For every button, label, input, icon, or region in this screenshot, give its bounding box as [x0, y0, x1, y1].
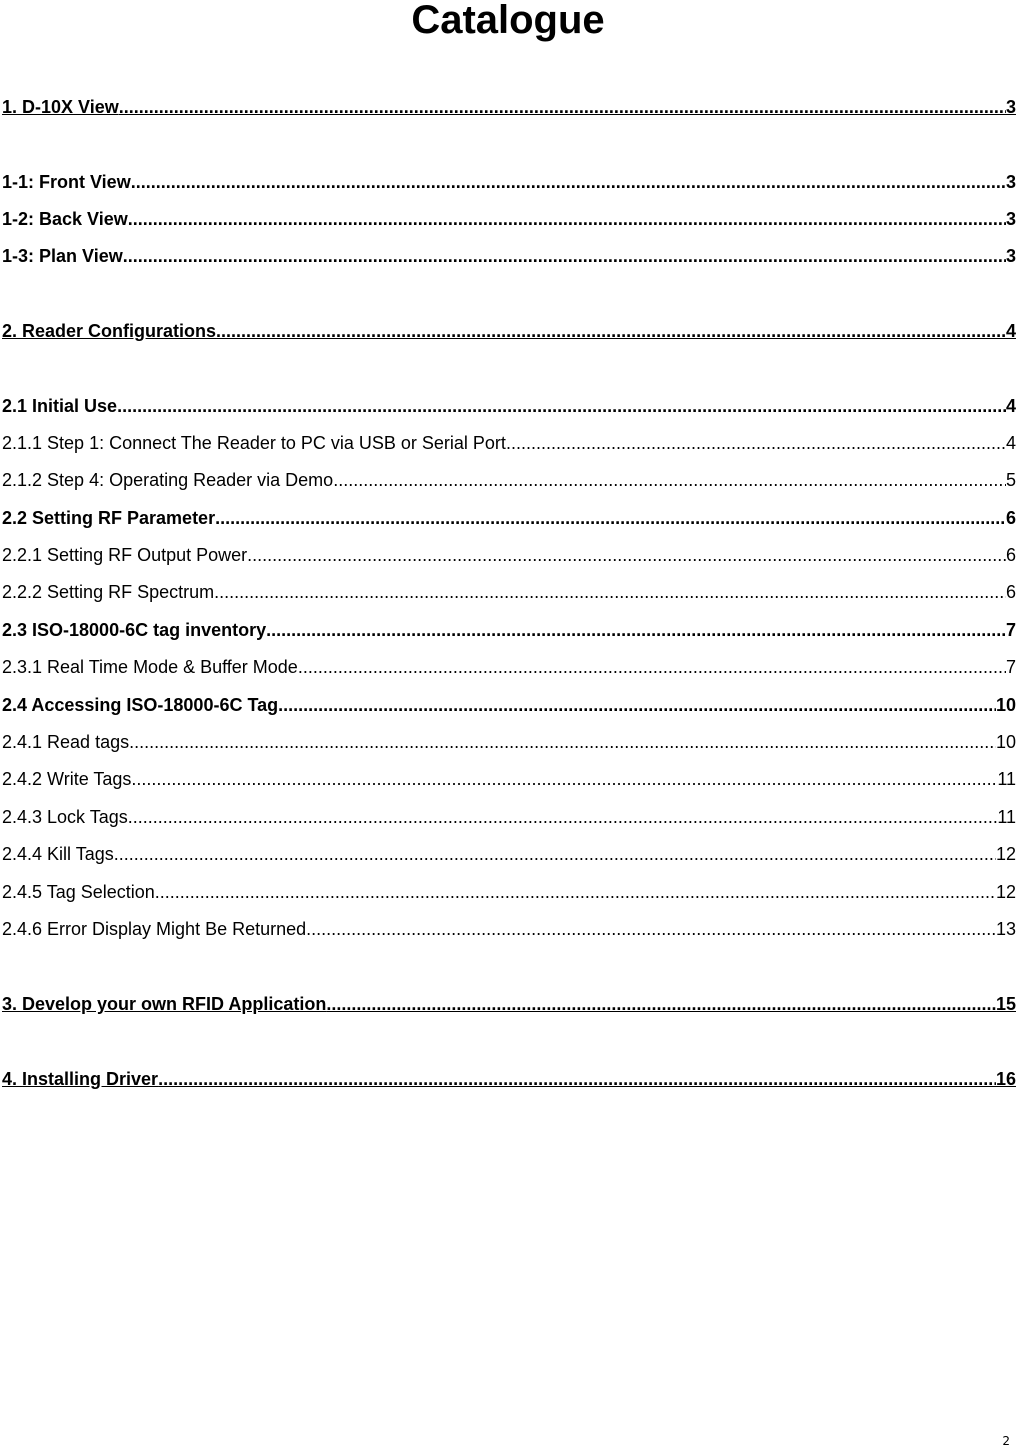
toc-entry-title: 2.4.6 Error Display Might Be Returned: [2, 919, 307, 939]
toc-leader-dots: [326, 992, 996, 1016]
toc-entry-2-1-1[interactable]: [2, 431, 1016, 455]
toc-entry-title: 4. Installing Driver: [2, 1069, 159, 1089]
toc-entry-title: 2. Reader Configurations: [2, 321, 217, 341]
toc-page-number: 6: [1005, 582, 1016, 602]
toc-entry-title: 2.2.2 Setting RF Spectrum: [2, 582, 215, 602]
toc-entry-chapter-3[interactable]: [2, 992, 1016, 1016]
toc-entry-2-4-6[interactable]: [2, 917, 1016, 941]
toc-entry-2-4[interactable]: [2, 693, 1016, 717]
toc-entry-chapter-4[interactable]: [2, 1067, 1016, 1091]
toc-leader-dots: [158, 1067, 996, 1091]
toc-entry-2-1-2[interactable]: [2, 468, 1016, 492]
toc-leader-dots: [131, 767, 997, 791]
toc-entry-1-3[interactable]: [2, 244, 1016, 268]
toc-leader-dots: [128, 207, 1006, 231]
toc-leader-dots: [298, 655, 1006, 679]
toc-entry-1-2[interactable]: [2, 207, 1016, 231]
toc-leader-dots: [215, 506, 1006, 530]
toc-leader-dots: [129, 730, 996, 754]
page-number: 2: [1002, 1434, 1010, 1448]
toc-page-number: 16: [995, 1069, 1016, 1089]
toc-page-number: 12: [995, 882, 1016, 902]
toc-entry-2-3[interactable]: [2, 618, 1016, 642]
toc-entry-2-4-1[interactable]: [2, 730, 1016, 754]
toc-entry-title: 1-2: Back View: [2, 209, 128, 229]
toc-entry-title: 2.3 ISO-18000-6C tag inventory: [2, 620, 267, 640]
toc-page-number: 4: [1005, 396, 1016, 416]
toc-entry-title: 2.1.1 Step 1: Connect The Reader to PC via USB or Serial Port: [2, 433, 506, 453]
toc-leader-dots: [247, 543, 1006, 567]
toc-entry-2-2-1[interactable]: [2, 543, 1016, 567]
toc-page-number: 5: [1005, 470, 1016, 490]
toc-leader-dots: [131, 170, 1006, 194]
toc-leader-dots: [123, 244, 1006, 268]
toc-page-number: 6: [1005, 545, 1016, 565]
toc-entry-title: 2.1 Initial Use: [2, 396, 118, 416]
toc-entry-title: 2.4.3 Lock Tags: [2, 807, 128, 827]
toc-entry-chapter-2[interactable]: [2, 319, 1016, 343]
toc-leader-dots: [278, 693, 996, 717]
toc-page-number: 10: [995, 732, 1016, 752]
toc-entry-2-2-2[interactable]: [2, 580, 1016, 604]
toc-page-number: 7: [1005, 657, 1016, 677]
toc-page-number: 3: [1005, 97, 1016, 117]
toc-entry-2-1[interactable]: [2, 394, 1016, 418]
toc-leader-dots: [128, 805, 998, 829]
toc-entry-title: 2.2.1 Setting RF Output Power: [2, 545, 248, 565]
toc-page-number: 6: [1005, 508, 1016, 528]
toc-entry-title: 2.4.5 Tag Selection: [2, 882, 155, 902]
toc-leader-dots: [306, 917, 996, 941]
toc-leader-dots: [333, 468, 1006, 492]
toc-page-number: 7: [1005, 620, 1016, 640]
toc-entry-chapter-1[interactable]: [2, 95, 1016, 119]
toc-entry-title: 2.3.1 Real Time Mode & Buffer Mode: [2, 657, 298, 677]
toc-leader-dots: [266, 618, 1006, 642]
toc-page-number: 11: [997, 807, 1016, 827]
toc-leader-dots: [119, 95, 1006, 119]
toc-entry-title: 2.4.2 Write Tags: [2, 769, 132, 789]
toc-entry-2-3-1[interactable]: [2, 655, 1016, 679]
page-title: Catalogue: [411, 0, 605, 42]
toc-page-number: 4: [1005, 433, 1016, 453]
toc-leader-dots: [214, 580, 1006, 604]
toc-page-number: 13: [995, 919, 1016, 939]
toc-entry-2-2[interactable]: [2, 506, 1016, 530]
toc-page-number: 3: [1005, 246, 1016, 266]
toc-entry-title: 2.1.2 Step 4: Operating Reader via Demo: [2, 470, 334, 490]
toc-entry-title: 1-3: Plan View: [2, 246, 123, 266]
toc-page-number: 11: [997, 769, 1016, 789]
toc-page-number: 12: [995, 844, 1016, 864]
toc-entry-title: 2.2 Setting RF Parameter: [2, 508, 216, 528]
toc-page-number: 4: [1005, 321, 1016, 341]
toc-entry-title: 2.4.4 Kill Tags: [2, 844, 114, 864]
toc-leader-dots: [155, 880, 996, 904]
toc-leader-dots: [114, 842, 996, 866]
toc-leader-dots: [506, 431, 1006, 455]
toc-page-number: 3: [1005, 209, 1016, 229]
toc-page-number: 15: [995, 994, 1016, 1014]
toc-entry-title: 3. Develop your own RFID Application: [2, 994, 327, 1014]
toc-leader-dots: [216, 319, 1006, 343]
toc-entry-title: 2.4 Accessing ISO-18000-6C Tag: [2, 695, 279, 715]
toc-entry-2-4-2[interactable]: [2, 767, 1016, 791]
toc-entry-2-4-5[interactable]: [2, 880, 1016, 904]
toc-leader-dots: [117, 394, 1006, 418]
toc-entry-2-4-4[interactable]: [2, 842, 1016, 866]
toc-page-number: 3: [1005, 172, 1016, 192]
toc-entry-1-1[interactable]: [2, 170, 1016, 194]
toc-entry-2-4-3[interactable]: [2, 805, 1016, 829]
toc-entry-title: 2.4.1 Read tags: [2, 732, 130, 752]
toc-page-number: 10: [995, 695, 1016, 715]
toc-entry-title: 1-1: Front View: [2, 172, 131, 192]
toc-entry-title: 1. D-10X View: [2, 97, 119, 117]
